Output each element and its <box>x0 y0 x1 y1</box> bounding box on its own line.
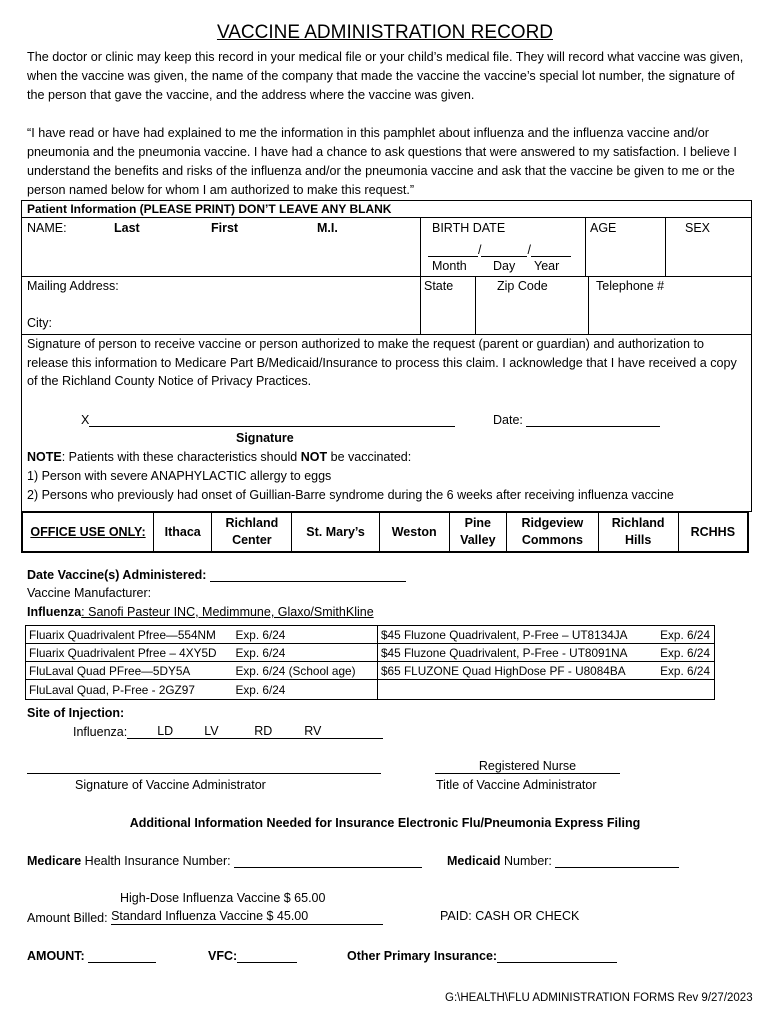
birth-month-caption: Month <box>432 259 467 273</box>
medicare-number-field[interactable]: Medicare Health Insurance Number: <box>27 853 422 868</box>
office-use-table <box>21 511 749 553</box>
birth-day-caption: Day <box>493 259 516 273</box>
table-row <box>26 626 715 644</box>
administrator-title-caption: Title of Vaccine Administrator <box>436 778 597 792</box>
footer-path: G:\HEALTH\FLU ADMINISTRATION FORMS Rev 9/27/2023 <box>445 992 753 1004</box>
state-field[interactable]: State <box>424 279 454 293</box>
location-weston[interactable]: Weston <box>379 512 449 552</box>
site-of-injection-label: Site of Injection: <box>27 706 125 720</box>
table-row <box>26 680 715 700</box>
consent-statement: “I have read or have had explained to me the information in this pamphlet about influenza and the influenza vaccine and/or pneumonia and the pneumonia vaccine. I have had a chance to ask questions that were answered to my satisfaction. I believe I understand the benefits and risks of the influenza and/or the pneumonia vaccine and ask that the vaccine be given to me or the person named below for whom I am authorized to make this request.” <box>27 126 737 197</box>
note-line: NOTE: Patients with these characteristics should NOT be vaccinated: <box>27 450 412 464</box>
vaccine-option[interactable]: FluLaval Quad PFree—5DY5A Exp. 6/24 (School age) <box>26 662 378 680</box>
administrator-signature-caption: Signature of Vaccine Administrator <box>75 778 266 792</box>
influenza-manufacturers: Influenza: Sanofi Pasteur INC, Medimmune, Glaxo/SmithKline <box>27 605 374 619</box>
telephone-field[interactable]: Telephone # <box>596 279 665 293</box>
vaccine-manufacturer-label: Vaccine Manufacturer: <box>27 586 152 600</box>
location-rchhs[interactable]: RCHHS <box>678 512 748 552</box>
note-item-1: 1) Person with severe ANAPHYLACTIC allergy to eggs <box>27 469 332 483</box>
zip-code-field[interactable]: Zip Code <box>497 279 548 293</box>
birth-date-field[interactable]: / / <box>428 242 571 257</box>
vaccine-option[interactable]: Fluarix Quadrivalent Pfree – 4XY5D Exp. 6/24 <box>26 644 378 662</box>
patient-info-header: Patient Information (PLEASE PRINT) DON’T LEAVE ANY BLANK <box>27 202 392 216</box>
vfc-field[interactable]: VFC: <box>208 948 297 963</box>
location-st-marys[interactable]: St. Mary’s <box>292 512 379 552</box>
last-name-field[interactable]: Last <box>114 221 140 235</box>
birth-date-label: BIRTH DATE <box>432 221 506 235</box>
location-richland-center[interactable]: Richland Center <box>212 512 292 552</box>
vaccine-option[interactable]: $65 FLUZONE Quad HighDose PF - U8084BA Exp. 6/24 <box>378 662 715 680</box>
amount-billed-field[interactable]: Amount Billed: Standard Influenza Vaccine $ 45.00 <box>27 909 383 925</box>
age-field[interactable]: AGE <box>590 221 617 235</box>
vaccine-option[interactable]: $45 Fluzone Quadrivalent, P-Free – UT8134JA Exp. 6/24 <box>378 626 715 644</box>
name-label: NAME: <box>27 221 67 235</box>
mailing-address-field[interactable]: Mailing Address: <box>27 279 119 293</box>
insurance-heading: Additional Information Needed for Insurance Electronic Flu/Pneumonia Express Filing <box>129 816 641 830</box>
page-title: VACCINE ADMINISTRATION RECORD <box>216 22 554 43</box>
administrator-signature-line[interactable] <box>27 773 381 774</box>
note-item-2: 2) Persons who previously had onset of Guillian-Barre syndrome during the 6 weeks after receiving influenza vaccine <box>27 488 674 502</box>
other-insurance-field[interactable]: Other Primary Insurance: <box>347 948 617 963</box>
patient-date-field[interactable]: Date: <box>493 412 660 427</box>
middle-initial-field[interactable]: M.I. <box>317 221 338 235</box>
table-row <box>26 644 715 662</box>
office-use-label: OFFICE USE ONLY: <box>30 524 146 539</box>
amount-field[interactable]: AMOUNT: <box>27 948 156 963</box>
date-administered-field[interactable]: Date Vaccine(s) Administered: <box>27 567 406 582</box>
vaccine-option[interactable]: Fluarix Quadrivalent Pfree—554NM Exp. 6/24 <box>26 626 378 644</box>
first-name-field[interactable]: First <box>211 221 239 235</box>
location-ithaca[interactable]: Ithaca <box>154 512 212 552</box>
high-dose-price: High-Dose Influenza Vaccine $ 65.00 <box>120 891 326 905</box>
vaccine-option[interactable]: FluLaval Quad, P-Free - 2GZ97 Exp. 6/24 <box>26 680 378 700</box>
vaccine-option[interactable]: $45 Fluzone Quadrivalent, P-Free - UT8091NA Exp. 6/24 <box>378 644 715 662</box>
vaccine-lot-table <box>25 625 715 700</box>
location-pine-valley[interactable]: Pine Valley <box>449 512 507 552</box>
paid-method: PAID: CASH OR CHECK <box>440 909 580 923</box>
medicaid-number-field[interactable]: Medicaid Number: <box>447 853 679 868</box>
vaccine-option-empty[interactable] <box>378 680 715 700</box>
administrator-title-field[interactable]: Registered Nurse <box>435 759 620 774</box>
sex-field[interactable]: SEX <box>685 221 711 235</box>
injection-site-field[interactable]: Influenza: LD LV RD RV <box>73 724 383 739</box>
location-richland-hills[interactable]: Richland Hills <box>598 512 678 552</box>
city-field[interactable]: City: <box>27 316 52 330</box>
patient-signature-line[interactable]: X <box>81 412 455 427</box>
birth-year-caption: Year <box>534 259 560 273</box>
authorization-text: Signature of person to receive vaccine or person authorized to make the request (parent or guardian) and authorization to release this information to Medicare Part B/Medicaid/Insurance to process this claim. I acknowledge that I have received a copy of the Richland County Notice of Privacy Practices. <box>27 337 737 388</box>
intro-paragraph: The doctor or clinic may keep this record in your medical file or your child’s medical file. They will record what vaccine was given, when the vaccine was given, the name of the company that made the vaccine the vaccine’s special lot number, the signature of the person that gave the vaccine, and the address where the vaccine was given. <box>27 50 744 102</box>
signature-caption: Signature <box>236 431 294 445</box>
location-ridgeview-commons[interactable]: Ridgeview Commons <box>507 512 599 552</box>
table-row <box>26 662 715 680</box>
